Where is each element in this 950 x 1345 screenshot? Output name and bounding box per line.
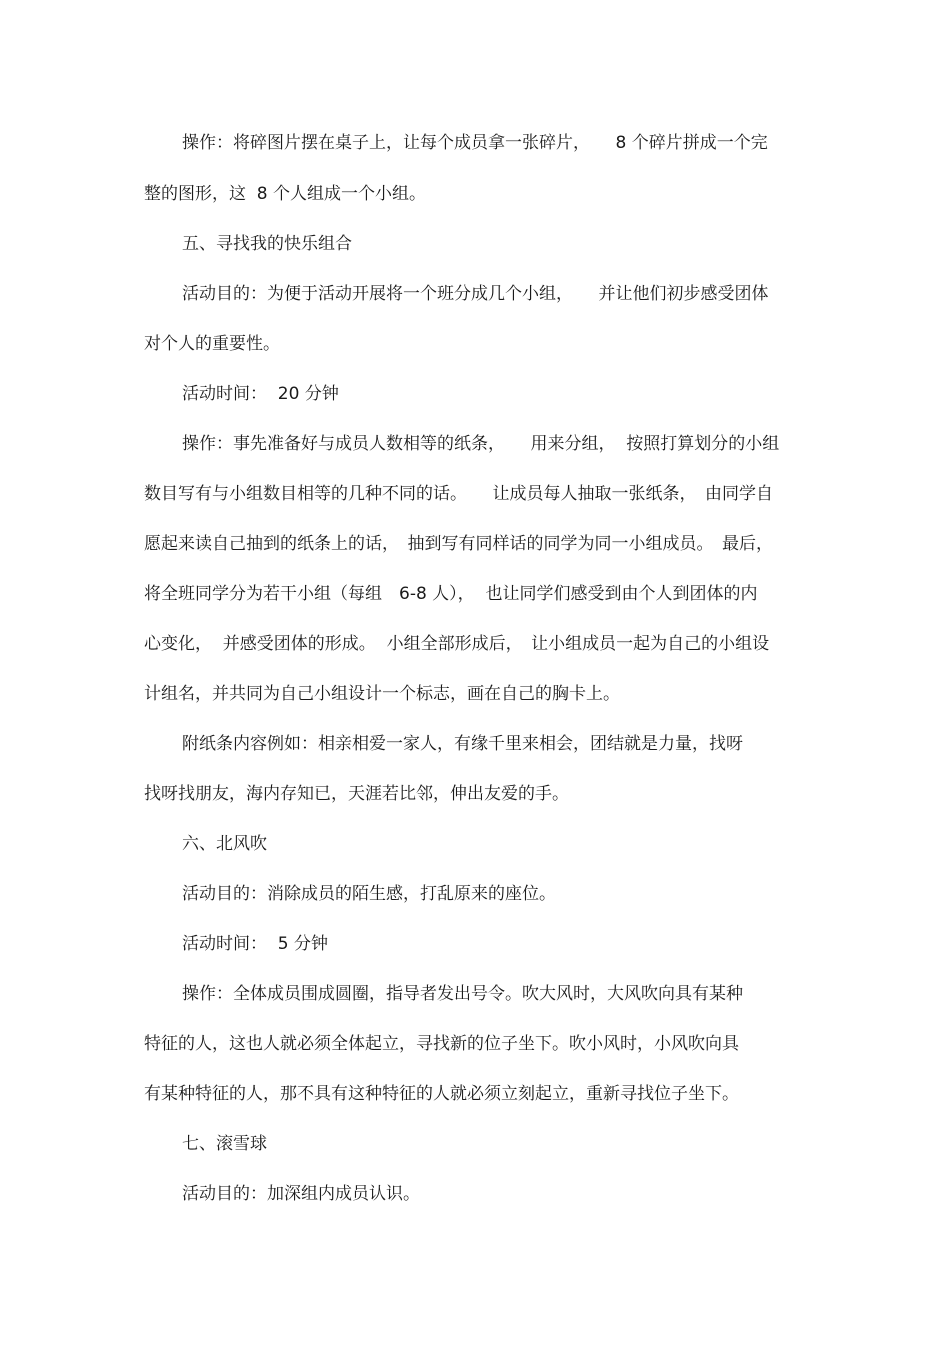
text-line: 操作：全体成员围成圆圈，指导者发出号令。吹大风时，大风吹向具有某种	[182, 984, 743, 1004]
text-line: 找呀找朋友，海内存知已，天涯若比邻，伸出友爱的手。	[144, 784, 569, 804]
text-line: 数目写有与小组数目相等的几种不同的话。 让成员每人抽取一张纸条， 由同学自	[144, 484, 773, 504]
text-line: 活动时间： 20 分钟	[182, 384, 339, 404]
text-line: 对个人的重要性。	[144, 334, 280, 354]
text-line: 特征的人，这也人就必须全体起立，寻找新的位子坐下。吹小风时，小风吹向具	[144, 1034, 739, 1054]
text-line: 将全班同学分为若干小组（每组 6-8 人）， 也让同学们感受到由个人到团体的内	[144, 584, 758, 604]
text-line: 计组名，并共同为自己小组设计一个标志，画在自己的胸卡上。	[144, 684, 620, 704]
section-heading: 六、北风吹	[182, 834, 267, 854]
section-heading: 五、寻找我的快乐组合	[182, 234, 352, 254]
text-line: 操作：事先准备好与成员人数相等的纸条， 用来分组， 按照打算划分的小组	[182, 434, 780, 454]
text-line: 心变化， 并感受团体的形成。 小组全部形成后， 让小组成员一起为自己的小组设	[144, 634, 770, 654]
text-line: 整的图形，这 8 个人组成一个小组。	[144, 184, 427, 204]
text-line: 活动时间： 5 分钟	[182, 934, 329, 954]
text-line: 操作：将碎图片摆在桌子上，让每个成员拿一张碎片， 8 个碎片拼成一个完	[182, 133, 768, 153]
section-heading: 七、滚雪球	[182, 1134, 267, 1154]
text-line: 活动目的：加深组内成员认识。	[182, 1184, 420, 1204]
text-line: 活动目的：为便于活动开展将一个班分成几个小组， 并让他们初步感受团体	[182, 284, 769, 304]
text-line: 活动目的：消除成员的陌生感，打乱原来的座位。	[182, 884, 556, 904]
text-line: 有某种特征的人，那不具有这种特征的人就必须立刻起立，重新寻找位子坐下。	[144, 1084, 739, 1104]
text-line: 附纸条内容例如：相亲相爱一家人，有缘千里来相会，团结就是力量，找呀	[182, 734, 743, 754]
text-line: 愿起来读自己抽到的纸条上的话， 抽到写有同样话的同学为同一小组成员。 最后，	[144, 534, 773, 554]
